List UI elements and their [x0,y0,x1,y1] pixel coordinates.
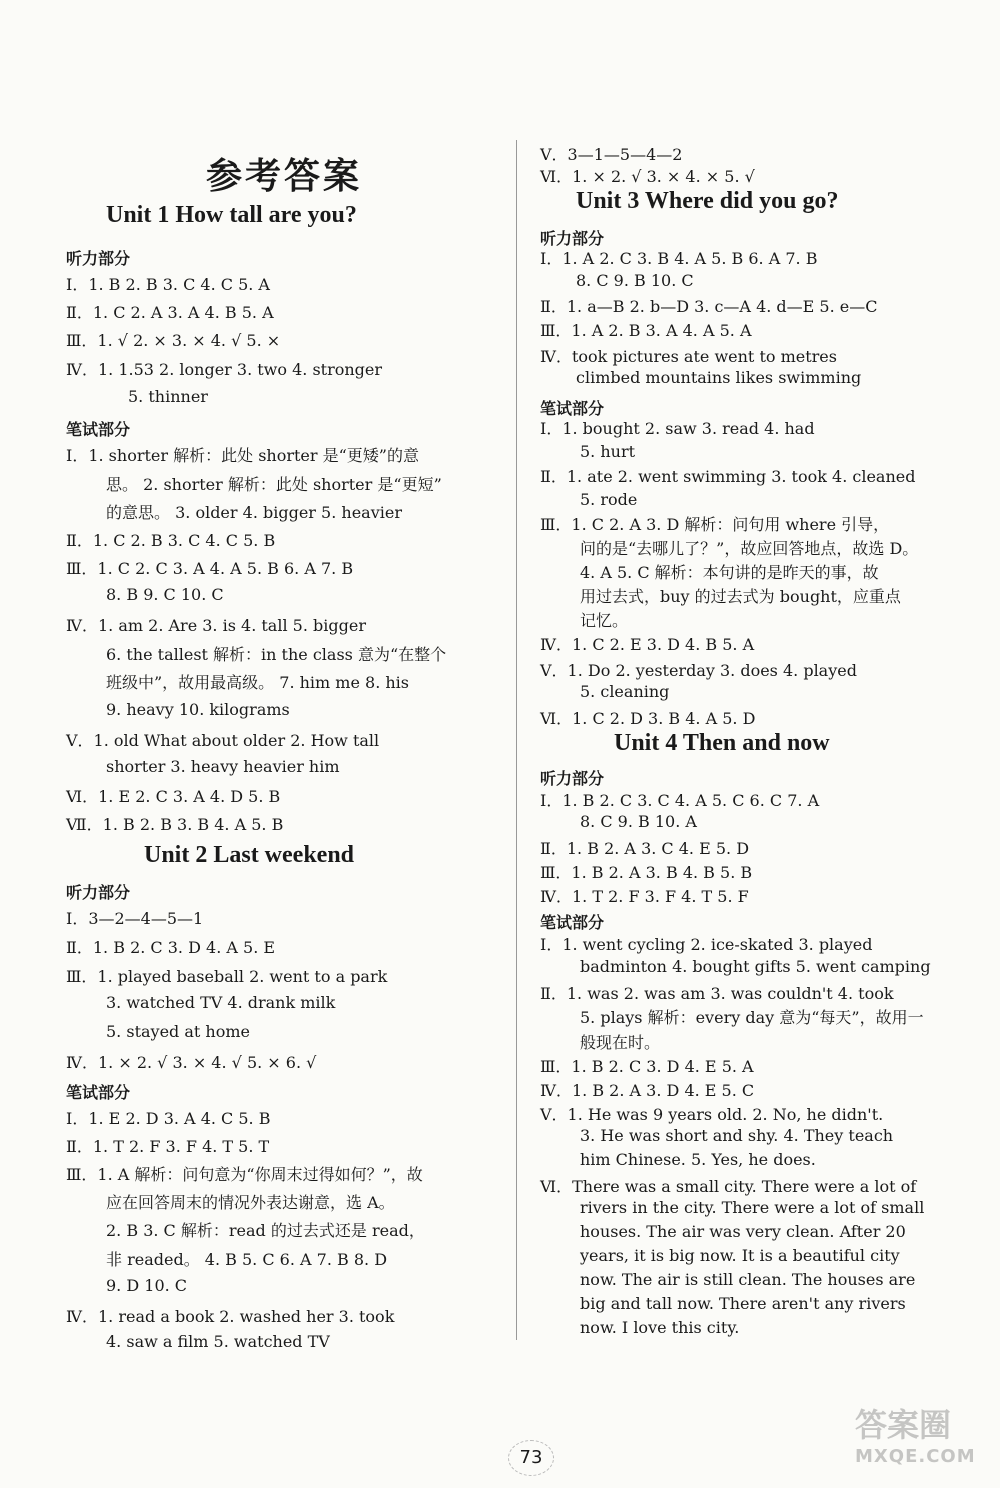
answer-line: Ⅱ．1. a—B 2. b—D 3. c—A 4. d—E 5. e—C [540,297,878,316]
answer-line: Ⅲ．1. A 2. B 3. A 4. A 5. A [540,321,752,340]
answer-line: 9. D 10. C [106,1276,188,1295]
section-heading: 笔试部分 [540,913,605,932]
column-divider [516,140,517,1340]
answer-line: Ⅰ．1. B 2. B 3. C 4. C 5. A [66,275,270,294]
answer-line: 2. B 3. C 解析：read 的过去式还是 read， [106,1221,425,1240]
answer-line: 5. plays 解析：every day 意为“每天”，故用一 [580,1008,924,1027]
answer-line: 8. C 9. B 10. C [576,271,694,290]
answer-line: Ⅲ．1. played baseball 2. went to a park [66,967,388,986]
answer-line: 应在回答周末的情况外表达谢意，选 A。 [106,1193,395,1212]
page-title: 参考答案 [206,156,363,197]
answer-line: Ⅱ．1. B 2. A 3. C 4. E 5. D [540,839,750,858]
answer-line: Ⅰ．3—2—4—5—1 [66,909,204,928]
unit-heading: Unit 1 How tall are you? [106,202,357,228]
answer-line: 班级中”，故用最高级。 7. him me 8. his [106,673,410,692]
answer-line: Ⅵ．There was a small city. There were a lot of [540,1177,917,1196]
answer-line: Ⅴ．3—1—5—4—2 [540,145,683,164]
answer-line: Ⅳ．1. 1.53 2. longer 3. two 4. stronger [66,360,383,379]
unit-heading: Unit 2 Last weekend [144,842,355,868]
answer-line: Ⅳ．1. B 2. A 3. D 4. E 5. C [540,1081,755,1100]
answer-line: badminton 4. bought gifts 5. went camping [580,957,931,976]
answer-line: 问的是“去哪儿了？”，故应回答地点，故选 D。 [580,539,919,558]
answer-line: Ⅱ．1. B 2. C 3. D 4. A 5. E [66,938,276,957]
answer-line: years, it is big now. It is a beautiful city [580,1246,900,1265]
answer-line: him Chinese. 5. Yes, he does. [580,1150,816,1169]
answer-line: 3. watched TV 4. drank milk [106,993,336,1012]
answer-line: Ⅱ．1. T 2. F 3. F 4. T 5. T [66,1137,270,1156]
answer-line: Ⅳ．1. T 2. F 3. F 4. T 5. F [540,887,749,906]
answer-line: shorter 3. heavy heavier him [106,757,340,776]
section-heading: 听力部分 [66,883,131,902]
answer-line: 8. C 9. B 10. A [580,812,697,831]
answer-line: Ⅱ．1. was 2. was am 3. was couldn't 4. took [540,984,894,1003]
section-heading: 笔试部分 [66,420,131,439]
answer-line: 思。 2. shorter 解析：此处 shorter 是“更短” [106,475,442,494]
answer-line: Ⅰ．1. E 2. D 3. A 4. C 5. B [66,1109,271,1128]
answer-line: now. I love this city. [580,1318,740,1337]
answer-line: now. The air is still clean. The houses are [580,1270,916,1289]
answer-line: rivers in the city. There were a lot of small [580,1198,925,1217]
answer-line: 4. A 5. C 解析：本句讲的是昨天的事，故 [580,563,879,582]
answer-line: 5. thinner [128,387,208,406]
answer-line: 非 readed。 4. B 5. C 6. A 7. B 8. D [106,1250,388,1269]
answer-line: Ⅳ．1. C 2. E 3. D 4. B 5. A [540,635,755,654]
answer-line: Ⅲ．1. A 解析：问句意为“你周末过得如何？”，故 [66,1165,423,1184]
answer-line: Ⅱ．1. C 2. B 3. C 4. C 5. B [66,531,276,550]
answer-line: 5. stayed at home [106,1022,250,1041]
answer-line: Ⅳ．1. read a book 2. washed her 3. took [66,1307,395,1326]
answer-line: Ⅲ．1. C 2. C 3. A 4. A 5. B 6. A 7. B [66,559,354,578]
answer-line: 用过去式，buy 的过去式为 bought，应重点 [580,587,901,606]
answer-line: 8. B 9. C 10. C [106,585,224,604]
answer-line: Ⅲ．1. B 2. C 3. D 4. E 5. A [540,1057,754,1076]
answer-line: houses. The air was very clean. After 20 [580,1222,906,1241]
answer-line: Ⅲ．1. √ 2. × 3. × 4. √ 5. × [66,331,281,350]
section-heading: 笔试部分 [66,1083,131,1102]
answer-line: Ⅵ．1. C 2. D 3. B 4. A 5. D [540,709,756,728]
answer-line: Ⅵ．1. × 2. √ 3. × 4. × 5. √ [540,167,755,186]
answer-line: Ⅰ．1. B 2. C 3. C 4. A 5. C 6. C 7. A [540,791,820,810]
answer-line: 般现在时。 [580,1033,661,1052]
answer-line: 记忆。 [580,611,629,630]
answer-line: Ⅳ．1. am 2. Are 3. is 4. tall 5. bigger [66,616,366,635]
answer-line: 的意思。 3. older 4. bigger 5. heavier [106,503,402,522]
section-heading: 听力部分 [66,249,131,268]
unit-heading: Unit 4 Then and now [614,730,830,756]
watermark-logo [855,1400,985,1480]
answer-line: Ⅰ．1. went cycling 2. ice-skated 3. played [540,935,873,954]
section-heading: 听力部分 [540,229,605,248]
answer-line: Ⅲ．1. B 2. A 3. B 4. B 5. B [540,863,753,882]
answer-line: Ⅱ．1. C 2. A 3. A 4. B 5. A [66,303,274,322]
answer-line: 5. rode [580,490,638,509]
answer-line: 5. cleaning [580,682,670,701]
answer-line: Ⅲ．1. C 2. A 3. D 解析：问句用 where 引导， [540,515,890,534]
answer-line: climbed mountains likes swimming [576,368,862,387]
answer-line: Ⅳ．took pictures ate went to metres [540,347,837,366]
answer-line: 6. the tallest 解析：in the class 意为“在整个 [106,645,447,664]
answer-line: Ⅴ．1. old What about older 2. How tall [66,731,380,750]
section-heading: 听力部分 [540,769,605,788]
answer-line: 9. heavy 10. kilograms [106,700,290,719]
answer-line: big and tall now. There aren't any rivers [580,1294,906,1313]
answer-line: Ⅵ．1. E 2. C 3. A 4. D 5. B [66,787,281,806]
section-heading: 笔试部分 [540,399,605,418]
unit-heading: Unit 3 Where did you go? [576,188,839,214]
answer-line: Ⅶ．1. B 2. B 3. B 4. A 5. B [66,815,284,834]
answer-line: Ⅰ．1. A 2. C 3. B 4. A 5. B 6. A 7. B [540,249,818,268]
watermark-bottom: MXQE.COM [855,1446,976,1467]
answer-line: Ⅴ．1. Do 2. yesterday 3. does 4. played [540,661,857,680]
answer-line: Ⅳ．1. × 2. √ 3. × 4. √ 5. × 6. √ [66,1053,317,1072]
page-number: 73 [508,1440,554,1476]
answer-line: 3. He was short and shy. 4. They teach [580,1126,894,1145]
answer-line: 4. saw a film 5. watched TV [106,1332,330,1351]
answer-line: Ⅱ．1. ate 2. went swimming 3. took 4. cleaned [540,467,916,486]
answer-line: Ⅴ．1. He was 9 years old. 2. No, he didn't. [540,1105,884,1124]
watermark-top: 答案圈 [855,1406,952,1444]
answer-line: 5. hurt [580,442,636,461]
answer-line: Ⅰ．1. bought 2. saw 3. read 4. had [540,419,815,438]
answer-line: Ⅰ．1. shorter 解析：此处 shorter 是“更矮”的意 [66,446,419,465]
